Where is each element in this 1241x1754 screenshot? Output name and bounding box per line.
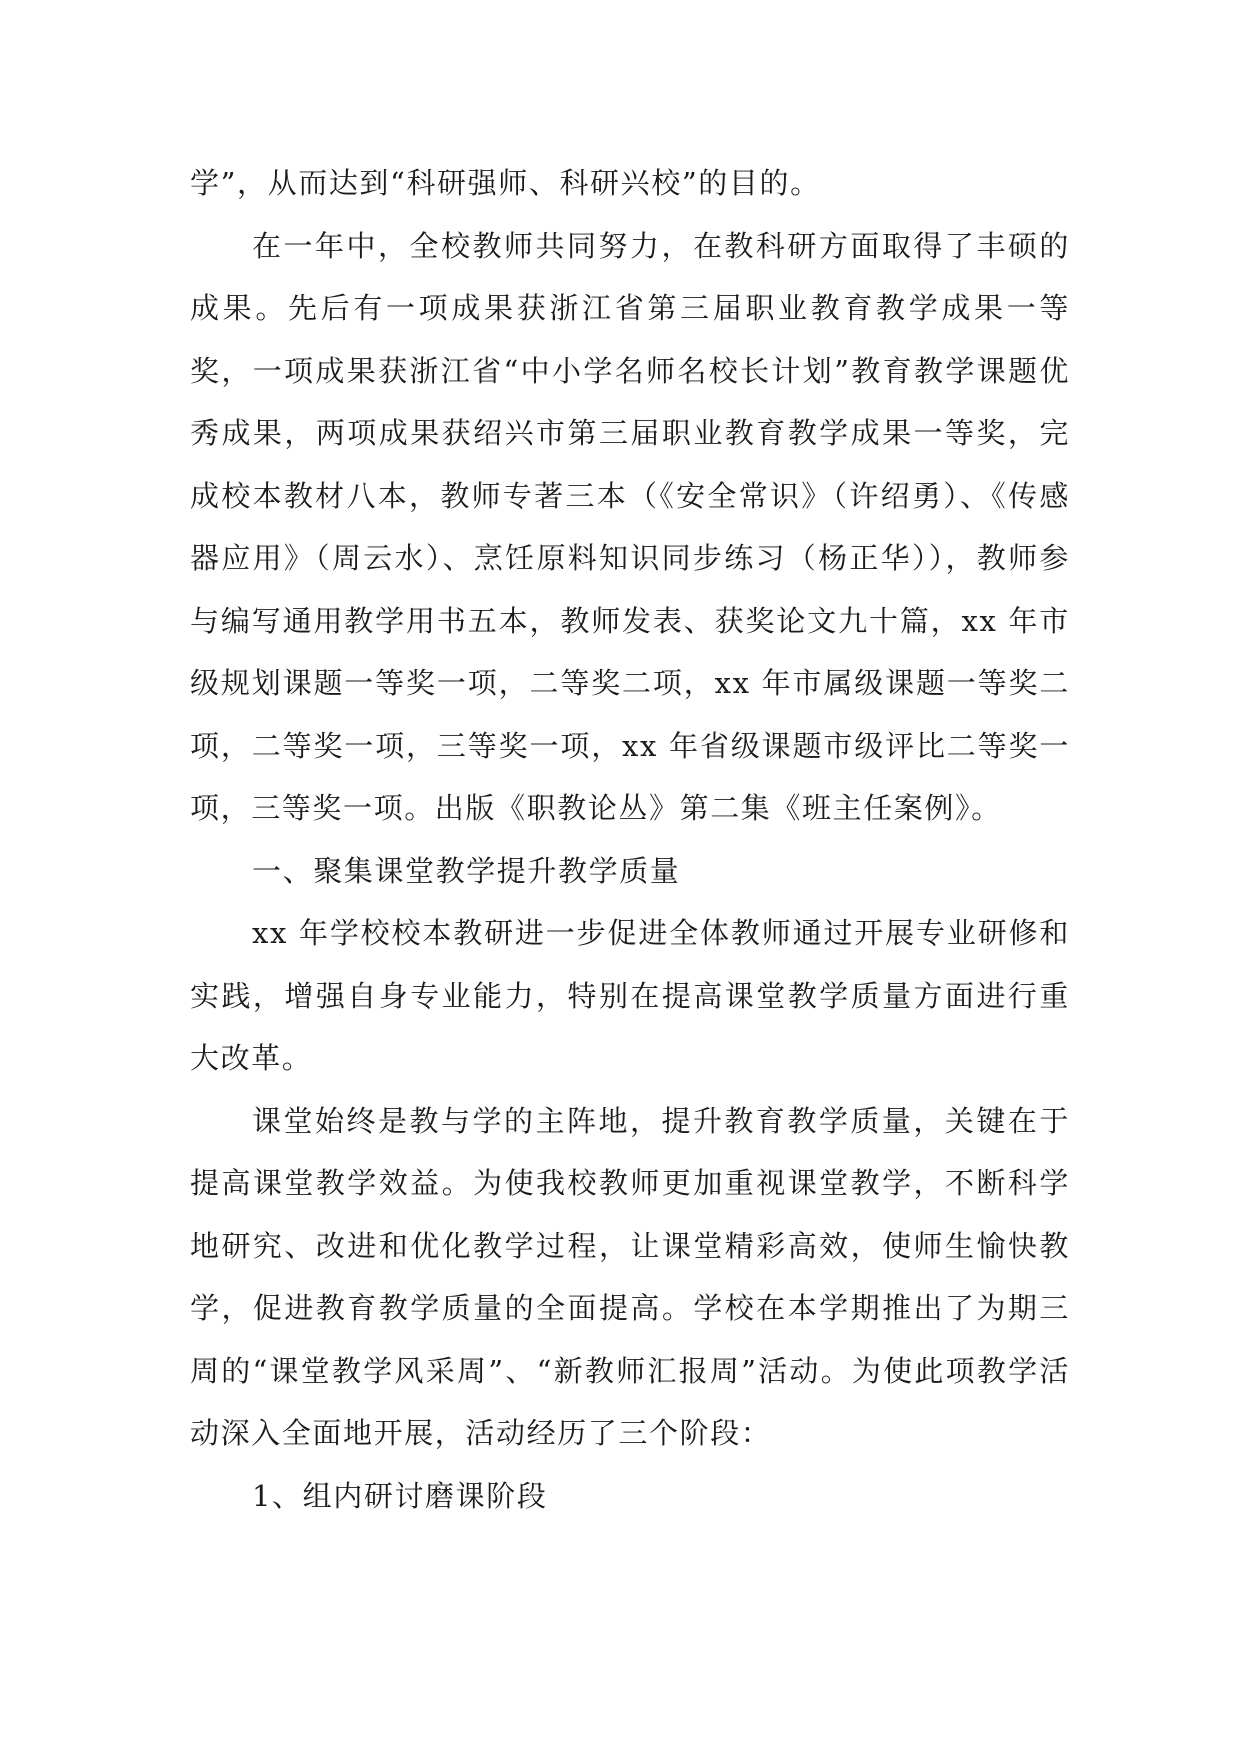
subsection-heading: 1、组内研讨磨课阶段 xyxy=(252,1478,548,1513)
paragraph-achievements: 在一年中，全校教师共同努力，在教科研方面取得了丰硕的成果。先后有一项成果获浙江省第三届职业教育教学成果一等奖，一项成果获浙江省“中小学名师名校长计划”教育教学课题优秀成果，两项成果获绍兴市第三届职业教育教学成果一等奖，完成校本教材八本，教师专著三本（《安全常识》（许绍勇）、《传感器应用》（周云水）、烹饪原料知识同步练习（杨正华）），教师参与编写通用教学用书五本，教师发表、获奖论文九十篇，xx 年市级规划课题一等奖一项，二等奖二项，xx 年市属级课题一等奖二项，二等奖一项，三等奖一项，xx 年省级课题市级评比二等奖一项，三等奖一项。出版《职教论丛》第二集《班主任案例》。 xyxy=(190,228,1070,825)
paragraph-reform: xx 年学校校本教研进一步促进全体教师通过开展专业研修和实践，增强自身专业能力，特别在提高课堂教学质量方面进行重大改革。 xyxy=(190,916,1070,1075)
paragraph-classroom: 课堂始终是教与学的主阵地，提升教育教学质量，关键在于提高课堂教学效益。为使我校教师更加重视课堂教学，不断科学地研究、改进和优化教学过程，让课堂精彩高效，使师生愉快教学，促进教育教学质量的全面提高。学校在本学期推出了为期三周的“课堂教学风采周”、“新教师汇报周”活动。为使此项教学活动深入全面地开展，活动经历了三个阶段： xyxy=(190,1103,1070,1450)
section-heading: 一、聚集课堂教学提升教学质量 xyxy=(252,853,681,888)
document-body xyxy=(190,152,1070,1527)
paragraph-continuation: 学”，从而达到“科研强师、科研兴校”的目的。 xyxy=(190,166,821,200)
